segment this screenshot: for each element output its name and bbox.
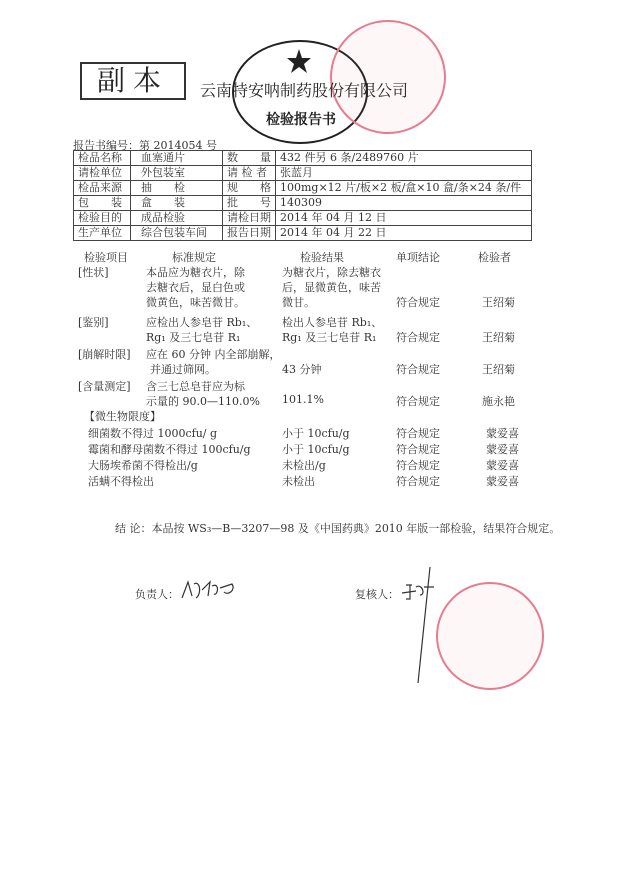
- standard-text: 活螨不得检出: [88, 475, 154, 488]
- inspector-name: 施永艳: [482, 395, 515, 408]
- standard-text: 细菌数不得过 1000cfu/ g: [88, 427, 218, 440]
- field-label: 包 装: [74, 196, 131, 211]
- field-label: 请检日期: [223, 211, 276, 226]
- field-label: 检品名称: [74, 151, 131, 166]
- info-row: [74, 196, 532, 211]
- inspector-name: 蒙爱喜: [486, 475, 519, 488]
- field-value: 432 件另 6 条/2489760 片: [276, 151, 532, 166]
- responsible-label: 负责人：: [135, 588, 179, 601]
- field-label: 生产单位: [74, 226, 131, 241]
- result-text: 微甘。: [282, 296, 315, 309]
- field-value: 成品检验: [131, 211, 223, 226]
- standard-text: 应在 60 分钟 内全部崩解，: [146, 348, 281, 361]
- field-label: 检验目的: [74, 211, 131, 226]
- report-number: 报告书编号：第 2014054 号: [73, 139, 217, 152]
- field-label: 请 检 者: [223, 166, 276, 181]
- inspector-name: 蒙爱喜: [486, 427, 519, 440]
- field-label: 报告日期: [223, 226, 276, 241]
- field-label: 规 格: [223, 181, 276, 196]
- test-item: [含量测定]: [78, 380, 131, 393]
- standard-text: 去糖衣后，显白色或: [146, 281, 245, 294]
- field-value: 100mg×12 片/板×2 板/盒×10 盒/条×24 条/件: [276, 181, 532, 196]
- result-text: 101.1%: [282, 393, 324, 406]
- conclusion-text: 符合规定: [396, 331, 440, 344]
- conclusion-text: 符合规定: [396, 395, 440, 408]
- info-row: [74, 151, 532, 166]
- field-value: 盒 装: [131, 196, 223, 211]
- result-text: Rg₁ 及三七皂苷 R₁: [282, 331, 377, 344]
- field-label: 批 号: [223, 196, 276, 211]
- standard-text: 并通过筛网。: [150, 363, 216, 376]
- info-row: [74, 166, 532, 181]
- field-label: 检品来源: [74, 181, 131, 196]
- company-name: 云南特安呐制药股份有限公司: [200, 81, 409, 100]
- standard-text: 大肠埃希菌不得检出/g: [88, 459, 198, 472]
- micro-section-title: 【微生物限度】: [84, 410, 161, 423]
- info-row: [74, 211, 532, 226]
- column-header: 标准规定: [172, 251, 216, 264]
- inspector-name: 王绍菊: [482, 331, 515, 344]
- red-seal-bottom: [436, 582, 544, 690]
- inspector-name: 蒙爱喜: [486, 459, 519, 472]
- inspector-name: 王绍菊: [482, 296, 515, 309]
- standard-text: 含三七总皂苷应为标: [146, 380, 245, 393]
- standard-text: 应检出人参皂苷 Rb₁、: [146, 316, 258, 329]
- standard-text: 本品应为糖衣片，除: [146, 266, 245, 279]
- field-value: 140309: [276, 196, 532, 211]
- standard-text: Rg₁ 及三七皂苷 R₁: [146, 331, 241, 344]
- conclusion-text: 符合规定: [396, 459, 440, 472]
- test-item: [崩解时限]: [78, 348, 131, 361]
- column-header: 检验项目: [84, 251, 128, 264]
- field-value: 综合包装车间: [131, 226, 223, 241]
- field-value: 抽 检: [131, 181, 223, 196]
- conclusion: 结 论：本品按 WS₃—B—3207—98 及《中国药典》2010 年版一部检验，结果符合规定。: [115, 522, 561, 535]
- info-table: [73, 150, 532, 241]
- conclusion-text: 符合规定: [396, 443, 440, 456]
- column-header: 单项结论: [396, 251, 440, 264]
- result-text: 为糖衣片，除去糖衣: [282, 266, 381, 279]
- inspector-name: 蒙爱喜: [486, 443, 519, 456]
- info-row: [74, 226, 532, 241]
- conclusion-text: 符合规定: [396, 427, 440, 440]
- field-label: 数 量: [223, 151, 276, 166]
- standard-text: 霉菌和酵母菌数不得过 100cfu/g: [88, 443, 251, 456]
- field-value: 2014 年 04 月 12 日: [276, 211, 532, 226]
- field-value: 外包装室: [131, 166, 223, 181]
- standard-text: 示量的 90.0—110.0%: [146, 395, 260, 408]
- responsible-signature: [180, 576, 240, 606]
- test-item: [性状]: [78, 266, 109, 279]
- column-header: 检验者: [478, 251, 511, 264]
- conclusion-text: 符合规定: [396, 296, 440, 309]
- result-text: 后，显微黄色，味苦: [282, 281, 381, 294]
- column-header: 检验结果: [300, 251, 344, 264]
- field-value: 张蓝月: [276, 166, 532, 181]
- standard-text: 微黄色，味苦微甘。: [146, 296, 245, 309]
- conclusion-text: 符合规定: [396, 363, 440, 376]
- copy-mark: 副本: [80, 62, 186, 100]
- reviewer-signature: [400, 565, 440, 685]
- seal-star-icon: [286, 48, 312, 74]
- result-text: 检出人参皂苷 Rb₁、: [282, 316, 383, 329]
- conclusion-text: 符合规定: [396, 475, 440, 488]
- result-text: 43 分钟: [282, 363, 322, 376]
- reviewer-label: 复核人：: [355, 588, 399, 601]
- result-text: 未检出/g: [282, 459, 326, 472]
- red-seal-top: [330, 20, 446, 134]
- field-value: 血塞通片: [131, 151, 223, 166]
- inspector-name: 王绍菊: [482, 363, 515, 376]
- result-text: 小于 10cfu/g: [282, 443, 350, 456]
- info-row: [74, 181, 532, 196]
- result-text: 小于 10cfu/g: [282, 427, 350, 440]
- document-title: 检验报告书: [266, 112, 336, 128]
- field-value: 2014 年 04 月 22 日: [276, 226, 532, 241]
- test-item: [鉴别]: [78, 316, 109, 329]
- result-text: 未检出: [282, 475, 315, 488]
- field-label: 请检单位: [74, 166, 131, 181]
